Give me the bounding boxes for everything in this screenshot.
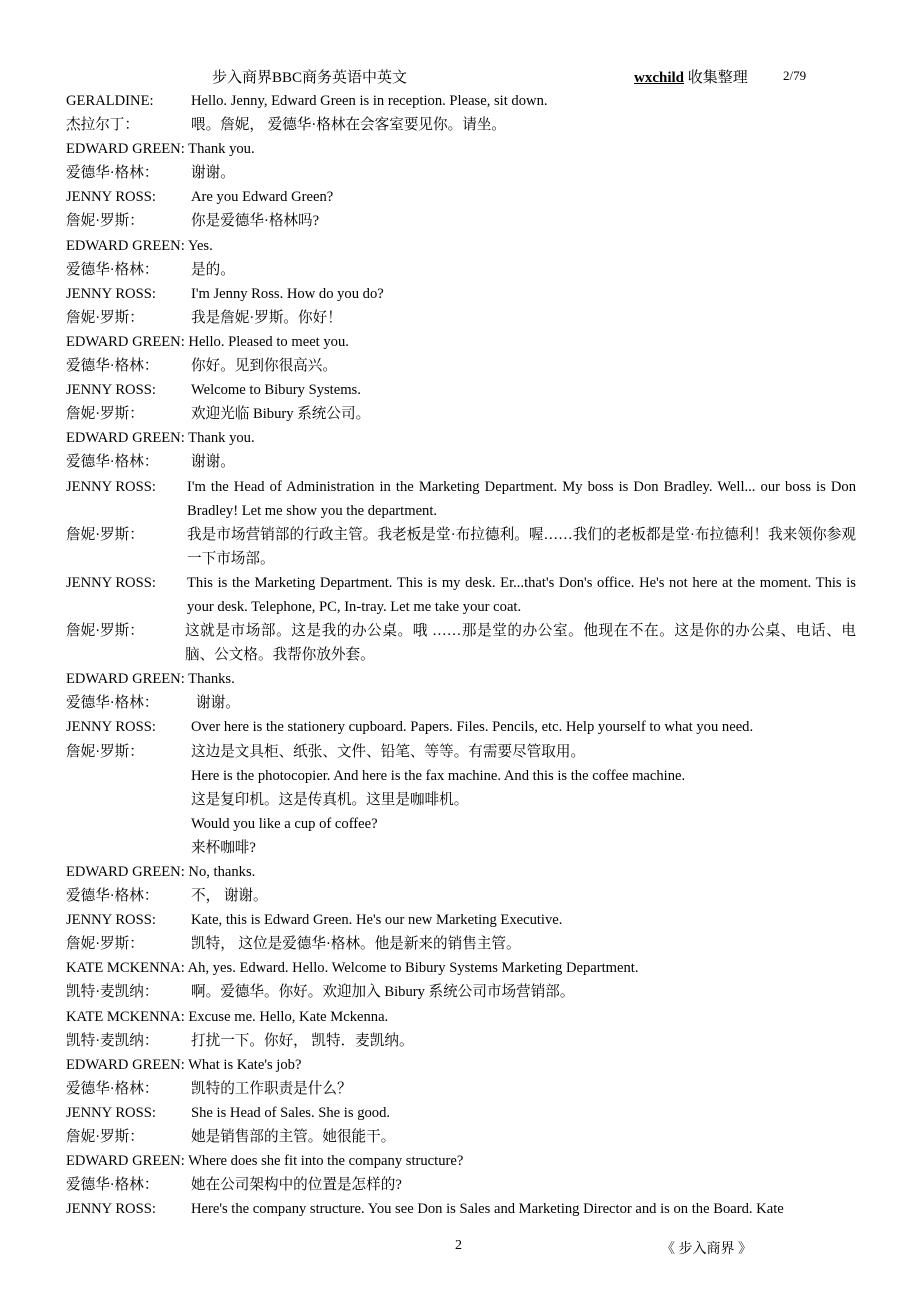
dialogue-line	[66, 1197, 856, 1221]
footer-book-title: 《 步入商界 》	[661, 1242, 752, 1257]
speaker-label: JENNY ROSS:	[66, 1104, 156, 1121]
dialogue-line	[66, 740, 856, 764]
line-text: 谢谢。	[196, 695, 240, 712]
line-text: I'm the Head of Administration in the Marketing Department. My boss is Don Bradley. Well... our boss is Don Bradley! Let me show you the department.	[187, 478, 856, 519]
dialogue-line	[66, 908, 856, 932]
speaker-label: 爱德华·格林：	[66, 1177, 159, 1194]
speaker-label: 詹妮·罗斯：	[66, 623, 144, 640]
dialogue-line	[66, 354, 856, 378]
line-text: 你是爱德华·格林吗?	[191, 213, 320, 230]
line-text: EDWARD GREEN: Where does she fit into the company structure?	[66, 1153, 464, 1170]
line-text: EDWARD GREEN: Thanks.	[66, 671, 235, 688]
line-text: 打扰一下。你好， 凯特．麦凯纳。	[191, 1032, 414, 1049]
dialogue-line	[66, 426, 856, 450]
speaker-label: 爱德华·格林：	[66, 454, 159, 471]
dialogue-line	[66, 306, 856, 330]
speaker-label: 詹妮·罗斯：	[66, 213, 144, 230]
dialogue-line	[66, 1005, 856, 1029]
speaker-label: 詹妮·罗斯：	[66, 406, 144, 423]
dialogue-line	[66, 234, 856, 258]
line-text: Kate, this is Edward Green. He's our new Marketing Executive.	[191, 912, 563, 929]
line-text: This is the Marketing Department. This is my desk. Er...that's Don's office. He's not here at the moment. This is your desk. Telephone, PC, In-tray. Let me take your coat.	[187, 574, 856, 615]
speaker-label: GERALDINE:	[66, 93, 154, 109]
dialogue-line	[66, 812, 856, 836]
dialogue-line	[66, 1149, 856, 1173]
line-text: 这是复印机。这是传真机。这里是咖啡机。	[191, 791, 469, 808]
speaker-label: JENNY ROSS:	[66, 912, 156, 929]
speaker-label: 爱德华·格林：	[66, 261, 159, 278]
speaker-label: 爱德华·格林：	[66, 165, 159, 182]
dialogue-line	[66, 860, 856, 884]
line-text: EDWARD GREEN: No, thanks.	[66, 864, 256, 880]
speaker-label: 爱德华·格林：	[66, 358, 159, 375]
line-text: She is Head of Sales. She is good.	[191, 1104, 391, 1121]
line-text: 这边是文具柜、纸张、文件、铅笔、等等。有需要尽管取用。	[191, 743, 586, 760]
speaker-label: 爱德华·格林：	[66, 888, 159, 905]
dialogue-line	[66, 450, 856, 474]
dialogue-line	[66, 378, 856, 402]
dialogue-line	[66, 1125, 856, 1149]
dialogue-line	[66, 113, 856, 137]
dialogue-line	[66, 185, 856, 209]
line-text: 她在公司架构中的位置是怎样的?	[191, 1177, 402, 1194]
line-text: Welcome to Bibury Systems.	[191, 382, 361, 399]
collector-suffix: 收集整理	[684, 70, 748, 86]
dialogue-line	[66, 161, 856, 185]
speaker-label: JENNY ROSS:	[66, 574, 156, 591]
line-text: 我是市场营销部的行政主管。我老板是堂·布拉德利。喔……我们的老板都是堂·布拉德利！我来领你参观一下市场部。	[187, 526, 856, 567]
line-text: 喂。詹妮， 爱德华·格林在会客室要见你。请坐。	[191, 117, 506, 134]
line-text: EDWARD GREEN: Thank you.	[66, 430, 255, 447]
speaker-label: JENNY ROSS:	[66, 478, 156, 495]
line-text: Here's the company structure. You see Don is Sales and Marketing Director and is on the Board. Kate	[191, 1201, 784, 1218]
dialogue-line	[66, 956, 856, 980]
speaker-label: 詹妮·罗斯：	[66, 526, 144, 543]
speaker-label: 詹妮·罗斯：	[66, 309, 144, 326]
dialogue-line	[66, 932, 856, 956]
document-title: 步入商界BBC商务英语中英文	[212, 70, 408, 86]
dialogue-line	[66, 523, 856, 571]
line-text: 谢谢。	[191, 454, 235, 471]
line-text: Here is the photocopier. And here is the fax machine. And this is the coffee machine.	[191, 767, 686, 784]
dialogue-line	[66, 1029, 856, 1053]
dialogue-line	[66, 1053, 856, 1077]
dialogue-line	[66, 330, 856, 354]
dialogue-line	[66, 691, 856, 715]
line-text: 欢迎光临 Bibury 系统公司。	[191, 406, 371, 423]
line-text: 来杯咖啡?	[191, 839, 256, 856]
line-text: Would you like a cup of coffee?	[191, 815, 378, 832]
speaker-label: 凯特·麦凯纳：	[66, 1032, 159, 1049]
line-text: 这就是市场部。这是我的办公桌。哦 ……那是堂的办公室。他现在不在。这是你的办公桌、电话、电脑、公文格。我帮你放外套。	[185, 623, 856, 664]
dialogue-line	[66, 258, 856, 282]
line-text: 谢谢。	[191, 165, 235, 182]
dialogue-body	[66, 89, 856, 1221]
dialogue-line	[66, 884, 856, 908]
speaker-label: JENNY ROSS:	[66, 285, 156, 302]
line-text: EDWARD GREEN: Thank you.	[66, 141, 255, 158]
speaker-label: JENNY ROSS:	[66, 189, 156, 206]
speaker-label: 詹妮·罗斯：	[66, 936, 144, 953]
speaker-label: 爱德华·格林：	[66, 695, 159, 712]
line-text: I'm Jenny Ross. How do you do?	[191, 285, 384, 302]
speaker-label: JENNY ROSS:	[66, 1201, 156, 1218]
speaker-label: 凯特·麦凯纳：	[66, 984, 159, 1001]
dialogue-line	[66, 209, 856, 233]
collector-credit	[634, 66, 748, 87]
line-text: 凯特的工作职责是什么？	[191, 1080, 352, 1097]
speaker-label: JENNY ROSS:	[66, 719, 156, 736]
line-text: Are you Edward Green?	[191, 189, 334, 206]
dialogue-line	[66, 980, 856, 1004]
dialogue-line	[66, 1101, 856, 1125]
page-header	[0, 66, 920, 88]
line-text: 你好。见到你很高兴。	[191, 358, 337, 375]
line-text: EDWARD GREEN: Yes.	[66, 237, 213, 254]
line-text: Hello. Jenny, Edward Green is in reception. Please, sit down.	[191, 93, 548, 109]
dialogue-line	[66, 402, 856, 426]
dialogue-line	[66, 475, 856, 523]
line-text: Over here is the stationery cupboard. Papers. Files. Pencils, etc. Help yourself to what you need.	[191, 719, 754, 736]
dialogue-line	[66, 1077, 856, 1101]
line-text: 不， 谢谢。	[191, 888, 268, 905]
line-text: 啊。爱德华。你好。欢迎加入 Bibury 系统公司市场营销部。	[191, 984, 575, 1001]
dialogue-line	[66, 619, 856, 667]
dialogue-line	[66, 836, 856, 860]
line-text: 凯特， 这位是爱德华·格林。他是新来的销售主管。	[191, 936, 521, 953]
dialogue-line	[66, 282, 856, 306]
collector-name: wxchild	[634, 70, 685, 86]
dialogue-line	[66, 788, 856, 812]
speaker-label: 杰拉尔丁：	[66, 117, 139, 134]
dialogue-line	[66, 89, 856, 113]
dialogue-line	[66, 1173, 856, 1197]
speaker-label: 詹妮·罗斯：	[66, 1129, 144, 1146]
line-text: EDWARD GREEN: Hello. Pleased to meet you.	[66, 333, 349, 350]
page-counter: 2/79	[783, 68, 807, 83]
speaker-label: 爱德华·格林：	[66, 1080, 159, 1097]
dialogue-line	[66, 137, 856, 161]
speaker-label: 詹妮·罗斯：	[66, 743, 144, 760]
line-text: KATE MCKENNA: Excuse me. Hello, Kate Mckenna.	[66, 1008, 389, 1025]
dialogue-line	[66, 667, 856, 691]
footer-page-number: 2	[455, 1238, 462, 1253]
line-text: 我是詹妮·罗斯。你好！	[191, 309, 342, 326]
line-text: EDWARD GREEN: What is Kate's job?	[66, 1056, 302, 1073]
speaker-label: JENNY ROSS:	[66, 382, 156, 399]
line-text: 她是销售部的主管。她很能干。	[191, 1129, 396, 1146]
line-text: 是的。	[191, 261, 235, 278]
line-text: KATE MCKENNA: Ah, yes. Edward. Hello. Welcome to Bibury Systems Marketing Department.	[66, 960, 639, 977]
dialogue-line	[66, 715, 856, 739]
dialogue-line	[66, 571, 856, 619]
dialogue-line	[66, 764, 856, 788]
